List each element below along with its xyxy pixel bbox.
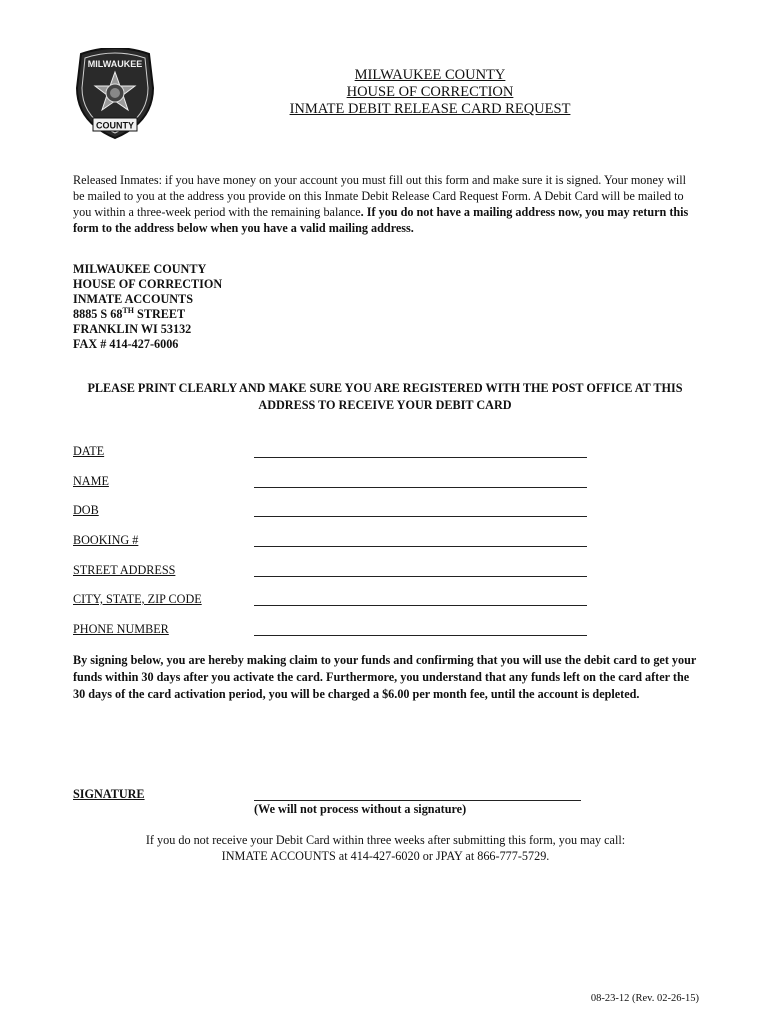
phone-number-label: PHONE NUMBER: [73, 622, 169, 636]
name-field[interactable]: [73, 474, 593, 490]
title-line-form: INMATE DEBIT RELEASE CARD REQUEST: [289, 101, 571, 117]
dob-input-line[interactable]: [254, 516, 587, 517]
form-title: [180, 67, 680, 118]
name-input-line[interactable]: [254, 487, 587, 488]
city-state-zip-input-line[interactable]: [254, 605, 587, 606]
revision-date: 08-23-12 (Rev. 02-26-15): [590, 993, 699, 1004]
address-line-6: FAX # 414-427-6006: [73, 337, 179, 351]
city-state-zip-label: CITY, STATE, ZIP CODE: [73, 592, 202, 606]
city-state-zip-field[interactable]: [73, 592, 593, 608]
intro-text: Released Inmates: if you have money on your account you must fill out this form and make sure it is signed. Your money will be mailed to you at the address you provide on this Inmate Debit Release Card Request Form. A Debit Card will be mailed to you within a three-week period with the remaining balance: [73, 173, 686, 219]
street-address-field[interactable]: [73, 563, 593, 579]
title-line-county: MILWAUKEE COUNTY: [354, 67, 506, 83]
address-line-2: HOUSE OF CORRECTION: [73, 277, 223, 291]
address-line-5: FRANKLIN WI 53132: [73, 322, 192, 336]
title-line-house: HOUSE OF CORRECTION: [346, 84, 514, 100]
badge-top-text: MILWAUKEE: [87, 59, 143, 69]
address-line-4: 8885 S 68TH STREET: [73, 305, 186, 321]
milwaukee-county-badge-logo: [73, 48, 157, 140]
dob-field[interactable]: [73, 503, 593, 519]
intro-paragraph: [73, 172, 693, 236]
name-label: NAME: [73, 474, 109, 488]
street-address-input-line[interactable]: [254, 576, 587, 577]
address-line-3: INMATE ACCOUNTS: [73, 292, 193, 306]
booking-number-field[interactable]: [73, 533, 593, 549]
dob-label: DOB: [73, 503, 99, 517]
phone-number-input-line[interactable]: [254, 635, 587, 636]
intro-bold-text: . If you do not have a mailing address now, you may return this form to the address below when you have a valid mailing address.: [73, 205, 689, 235]
signature-note: (We will not process without a signature): [254, 802, 467, 816]
date-field[interactable]: [73, 444, 593, 460]
booking-number-input-line[interactable]: [254, 546, 587, 547]
phone-number-field[interactable]: [73, 622, 593, 638]
address-line-1: MILWAUKEE COUNTY: [73, 262, 207, 276]
date-input-line[interactable]: [254, 457, 587, 458]
date-label: DATE: [73, 444, 105, 458]
badge-bottom-text: COUNTY: [96, 120, 134, 131]
contact-info: If you do not receive your Debit Card within three weeks after submitting this form, you may call: INMATE ACCOUNTS at 414-427-6020 or JPAY at 866-777-5729.: [145, 833, 626, 863]
booking-number-label: BOOKING #: [73, 533, 139, 547]
claim-statement: By signing below, you are hereby making claim to your funds and confirming that you will use the debit card to get your funds within 30 days after you activate the card. Furthermore, you understand that any funds left on the card after the 30 days of the card activation period, you will be charged a $6.00 per month fee, until the account is depleted.: [73, 653, 697, 701]
street-address-label: STREET ADDRESS: [73, 563, 176, 577]
signature-label: SIGNATURE: [73, 787, 145, 801]
signature-input-line[interactable]: [254, 800, 581, 801]
mailing-address: [73, 262, 373, 352]
print-clearly-notice: PLEASE PRINT CLEARLY AND MAKE SURE YOU ARE REGISTERED WITH THE POST OFFICE AT THIS ADDRESS TO RECEIVE YOUR DEBIT CARD: [87, 381, 683, 412]
